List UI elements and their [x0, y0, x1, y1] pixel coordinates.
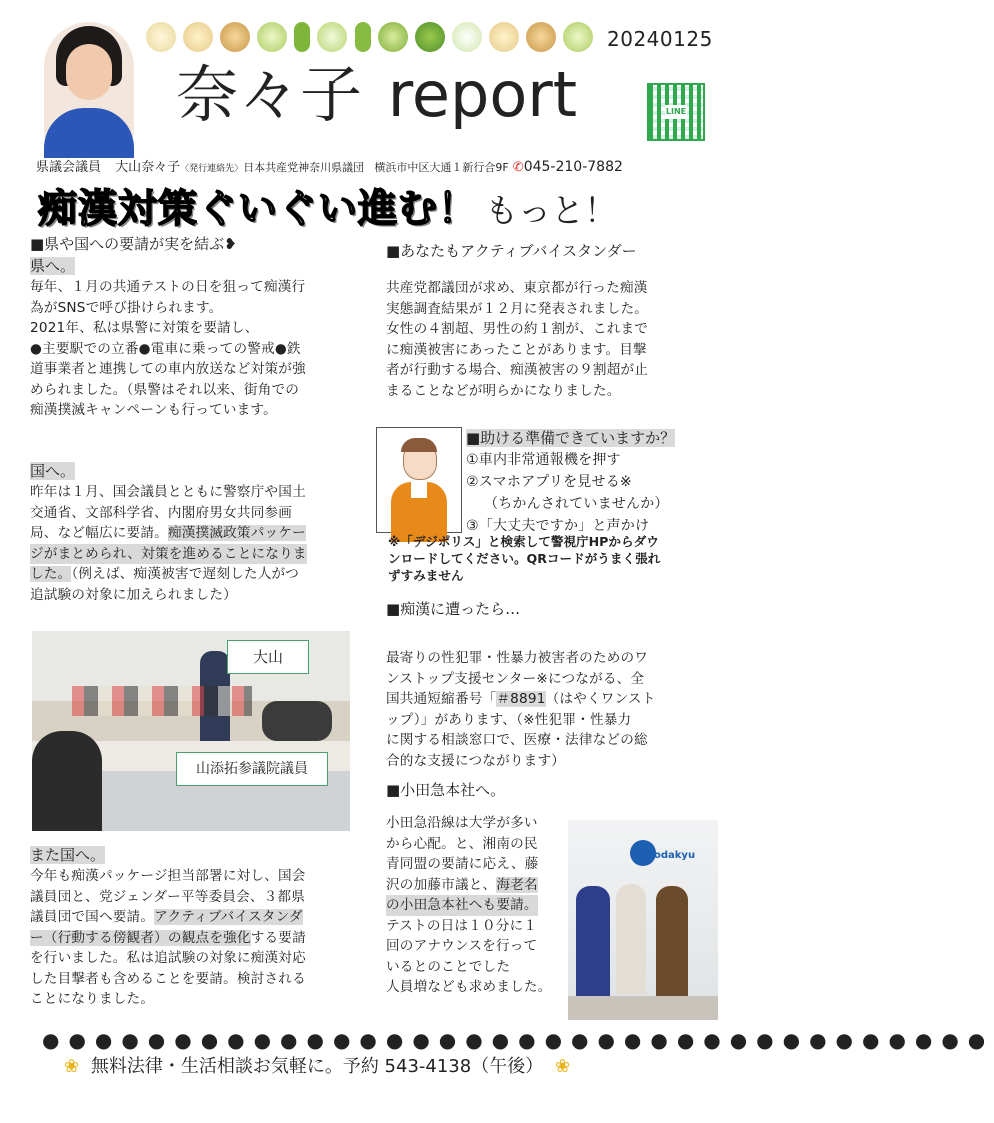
- sunflower-icon: ❀: [554, 1056, 571, 1077]
- issue-date: 20240125: [607, 27, 713, 51]
- headline-sub: もっと！: [485, 191, 618, 230]
- photo-label-yamazoe: 山添拓参議院議員: [176, 752, 328, 786]
- subheading-kunihe: 国へ。: [30, 462, 76, 480]
- paragraph: 最寄りの性犯罪・性暴力被害者のためのワ ンストップ支援センター※につながる、全 国共通短縮番号「＃8891（はやくワンスト ップ）」があります、（※性犯罪・性暴力 に関する相談窓口で、医療・法律などの総 合的な支援につながります）: [386, 650, 656, 769]
- address: 横浜市中区大通１新行合9F: [374, 161, 509, 174]
- paragraph: 今年も痴漢パッケージ担当部署に対し、国会 議員団と、党ジェンダー平等委員会、３都県 議員団で国へ要請。アクティブバイスタンダ ー（行動する傍観者）の観点を強化する要請 を行いました。私は追試験の対象に痴漢対応 した目撃者も含めることを要請。検討される ことになりました。: [30, 868, 306, 1007]
- broccoli-icon: [415, 22, 445, 52]
- subheading-mata-kunihe: また国へ。: [30, 846, 106, 864]
- bystander-illustration: [376, 427, 462, 533]
- onion-icon: [183, 22, 213, 52]
- masthead-title-en: report: [387, 58, 578, 131]
- lotus-root-icon: [220, 22, 250, 52]
- left-column: [30, 233, 360, 421]
- masthead-title-jp: 奈々子: [176, 58, 363, 131]
- left-column-3: [30, 844, 360, 1010]
- melon-icon: [378, 22, 408, 52]
- footer-text: 無料法律・生活相談お気軽に。予約 543-4138（午後）: [90, 1056, 544, 1077]
- office: 日本共産党神奈川県議団: [243, 161, 365, 174]
- odakyu-photo: [568, 820, 718, 1020]
- cabbage-icon: [257, 22, 287, 52]
- app-note: ※「デジポリス」と検索して警視庁HPからダウ ンロードしてください。QRコードがうまく張れ ずすみません: [388, 534, 661, 583]
- section-heading: ■小田急本社へ。: [386, 781, 506, 799]
- radish-icon: [452, 22, 482, 52]
- paragraph: 共産党都議団が求め、東京都が行った痴漢 実態調査結果が１２月に発表されました。 女性の４割超、男性の約１割が、これまで に痴漢被害にあったことがあります。目撃 者が行動する場合、痴漢被害の９割超が止 まることなどが明らかになりました。: [386, 280, 649, 399]
- paragraph: 毎年、１月の共通テストの日を狙って痴漢行 為がSNSで呼び掛けられます。 2021年、私は県警に対策を要請し、 ●主要駅での立番●電車に乗っての警戒●鉄 道事業者と連携しての車内放送など対策が強 められました。（県警はそれ以来、街角での 痴漢撲滅キャンペーンも行っています。: [30, 279, 306, 418]
- cucumber-icon: [294, 22, 310, 52]
- phone-number: 045-210-7882: [523, 159, 623, 175]
- line-logo: LINE: [665, 105, 687, 119]
- odakyu-sign: odakyu: [654, 850, 696, 861]
- dotted-divider: ●●●●●●●●●●●●●●●●●●●●●●●●●●●●●●●●●●●●: [42, 1028, 994, 1052]
- right-column-2: [386, 598, 726, 771]
- sunflower-icon: ❀: [64, 1056, 80, 1077]
- cabbage-icon: [317, 22, 347, 52]
- masthead-title: [176, 60, 577, 130]
- role: 県議会議員: [36, 160, 102, 175]
- heart-icon: ❥: [224, 235, 237, 253]
- cabbage-icon: [563, 22, 593, 52]
- office-note: 〈発行連絡先〉: [180, 164, 244, 174]
- portrait-photo: [44, 22, 134, 152]
- cucumber-icon: [355, 22, 371, 52]
- section-heading: ■あなたもアクティブバイスタンダー: [386, 242, 637, 260]
- photo-label-oyama: 大山: [227, 640, 309, 674]
- help-heading: ■助ける準備できていますか？: [466, 429, 676, 447]
- section-heading: ■痴漢に遭ったら…: [386, 600, 521, 618]
- headline: [38, 178, 617, 234]
- section-heading: ■県や国への要請が実を結ぶ❥: [30, 235, 237, 253]
- lotus-root-icon: [526, 22, 556, 52]
- vegetable-banner: [146, 22, 596, 58]
- headline-main: 痴漢対策ぐいぐい進む！: [38, 187, 479, 232]
- left-column-2: [30, 460, 360, 605]
- member-name: 大山奈々子: [115, 160, 181, 175]
- help-box: [466, 427, 766, 537]
- paragraph: 昨年は１月、国会議員とともに警察庁や国土 交通省、文部科学省、内閣府男女共同参画 局、など幅広に要請。痴漢撲滅政策パッケー ジがまとめられ、対策を進めることになりま した。（例えば、痴漢被害で遅刻した人がつ 追試験の対象に加えられました）: [30, 484, 307, 603]
- subheading-kenhe: 県へ。: [30, 257, 76, 275]
- right-column-3: [386, 779, 586, 998]
- line-qr-code[interactable]: [647, 83, 705, 141]
- help-list: ①車内非常通報機を押す ②スマホアプリを見せる※ （ちかんされていませんか） ③「大丈夫ですか」と声かけ: [466, 452, 669, 534]
- onion-icon: [489, 22, 519, 52]
- phone-icon: ✆: [512, 160, 524, 175]
- onion-icon: [146, 22, 176, 52]
- affiliation-line: [36, 156, 623, 175]
- paragraph: 小田急沿線は大学が多い から心配。と、湘南の民 青同盟の要請に応え、藤 沢の加藤市議と、海老名 の小田急本社へも要請。 テストの日は１０分に１ 回のアナウンスを行って いるとのことでした 人員増なども求めました。: [386, 815, 552, 995]
- footer: [64, 1052, 570, 1078]
- right-column: [386, 240, 726, 401]
